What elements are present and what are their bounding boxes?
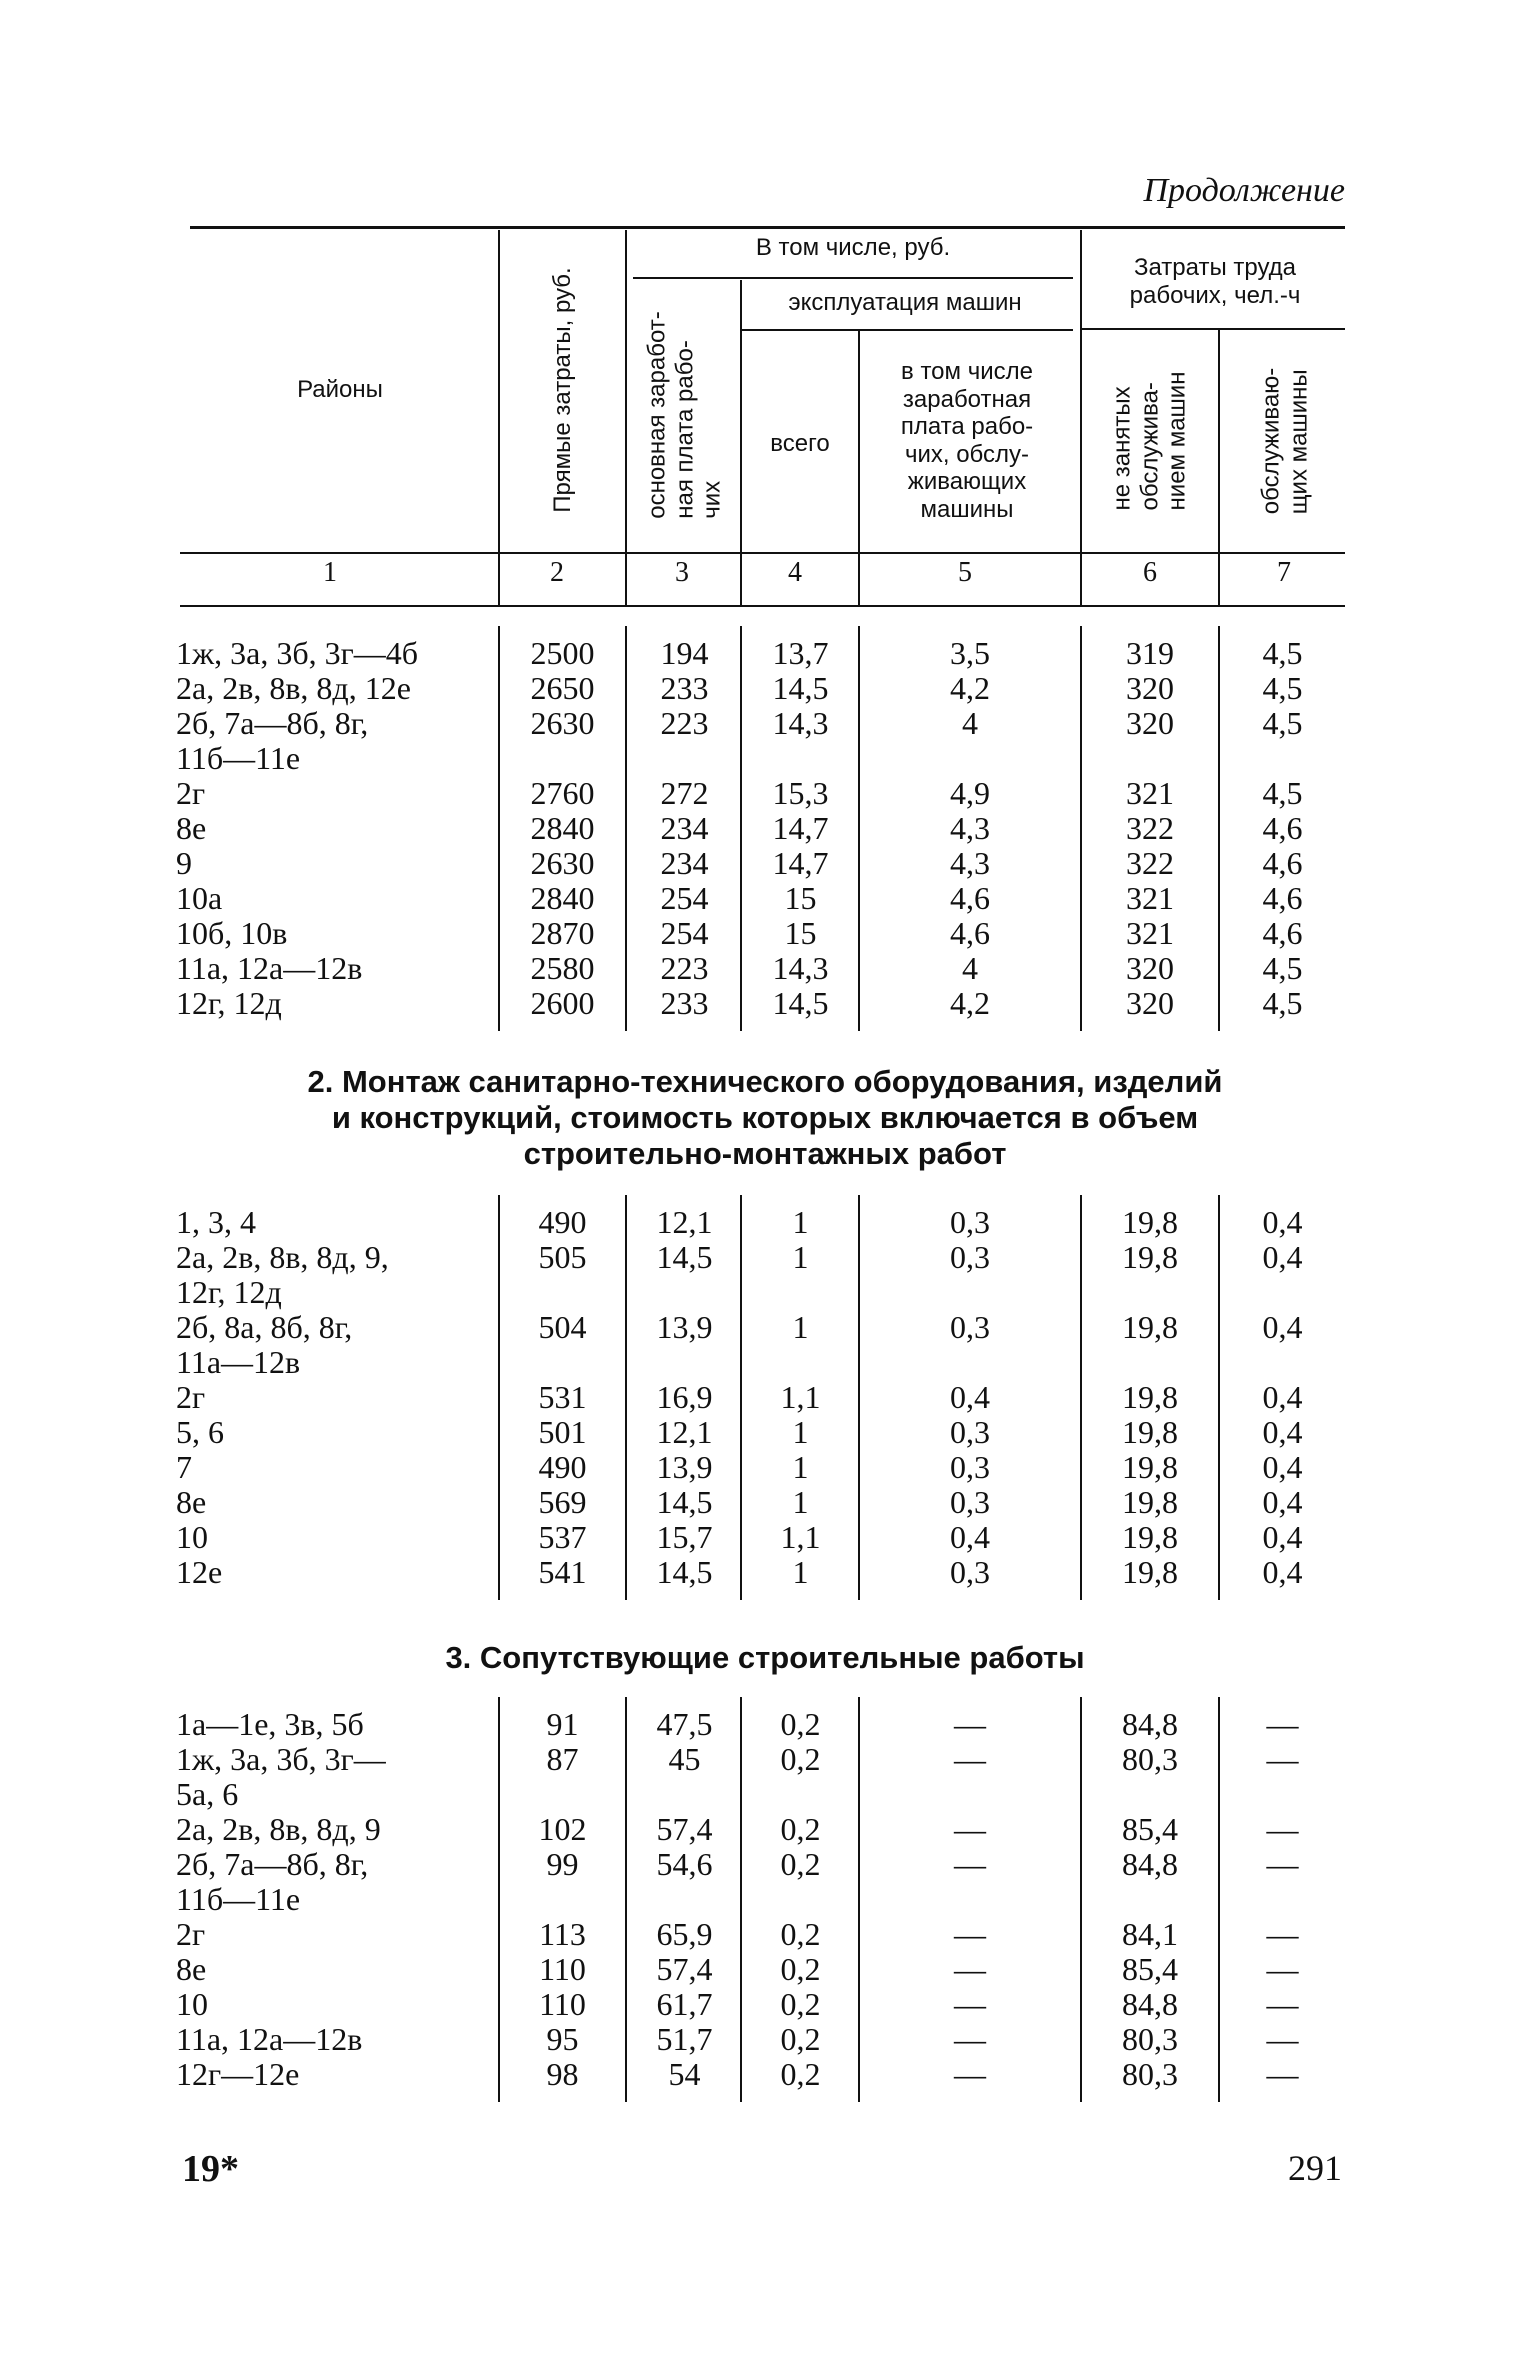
- table-cell-c7: 0,4: [1262, 1554, 1303, 1590]
- table-cell-c2: 2630: [530, 845, 595, 881]
- table-cell-c3: 13,9: [656, 1309, 713, 1345]
- header-not-machine: не занятых обслужива- нием машин: [1108, 371, 1191, 510]
- section2-column-divider: [1218, 1195, 1220, 1600]
- table-cell-c6: 19,8: [1122, 1309, 1178, 1345]
- table-cell-c4: 1: [792, 1204, 809, 1240]
- table-cell-c7: —: [1266, 1741, 1299, 1777]
- table-cell-c7: 0,4: [1262, 1379, 1303, 1415]
- section1-column-divider: [1218, 626, 1220, 1031]
- section1-column-divider: [740, 626, 742, 1031]
- table-cell-c2: 2600: [530, 985, 595, 1021]
- table-cell-c7: —: [1266, 1706, 1299, 1742]
- table-cell-c4: 15,3: [772, 775, 829, 811]
- col-number-4: 4: [788, 557, 802, 588]
- table-cell-c4: 1: [792, 1449, 809, 1485]
- row-label: 2г: [176, 775, 206, 811]
- table-cell-c7: 4,6: [1262, 845, 1303, 881]
- table-cell-c3: 47,5: [656, 1706, 713, 1742]
- table-cell-c5: 4,6: [950, 915, 990, 951]
- table-cell-c4: 14,7: [772, 810, 829, 846]
- table-cell-c3: 16,9: [656, 1379, 713, 1415]
- table-cell-c4: 1: [792, 1484, 809, 1520]
- section2-column-divider: [1080, 1195, 1082, 1600]
- table-cell-c3: 61,7: [656, 1986, 713, 2022]
- row-label: 2а, 2в, 8в, 8д, 9: [176, 1811, 381, 1847]
- col-number-5: 5: [958, 557, 972, 588]
- table-cell-c7: —: [1266, 1986, 1299, 2022]
- table-cell-c7: 0,4: [1262, 1449, 1303, 1485]
- section3-column-divider: [858, 1697, 860, 2102]
- table-cell-c5: 0,3: [950, 1484, 990, 1520]
- table-cell-c2: 110: [539, 1986, 586, 2022]
- table-cell-c4: 0,2: [780, 1846, 821, 1882]
- table-cell-c4: 0,2: [780, 2021, 821, 2057]
- table-cell-c2: 2650: [530, 670, 595, 706]
- table-cell-c2: 501: [538, 1414, 587, 1450]
- row-label: 2а, 2в, 8в, 8д, 9,: [176, 1239, 389, 1275]
- table-cell-c5: —: [954, 1706, 986, 1742]
- table-cell-c5: 4,9: [950, 775, 990, 811]
- row-label: 12г, 12д: [176, 985, 282, 1021]
- table-cell-c7: —: [1266, 1916, 1299, 1952]
- table-cell-c5: 3,5: [950, 635, 990, 671]
- table-cell-c4: 0,2: [780, 1741, 821, 1777]
- table-cell-c7: 0,4: [1262, 1519, 1303, 1555]
- table-cell-c7: —: [1266, 1811, 1299, 1847]
- table-cell-c5: —: [954, 1846, 986, 1882]
- row-label: 5а, 6: [176, 1776, 239, 1812]
- table-cell-c2: 87: [546, 1741, 579, 1777]
- table-cell-c5: —: [954, 1741, 986, 1777]
- section-3-title: 3. Сопутствующие строительные работы: [445, 1640, 1085, 1675]
- header-total: всего: [770, 430, 830, 457]
- header-bottom-rule: [180, 552, 1345, 554]
- table-cell-c7: 4,6: [1262, 915, 1303, 951]
- header-base-wage: основная заработ- ная плата рабо- чих: [643, 310, 726, 519]
- vline-2: [625, 230, 627, 605]
- table-cell-c7: —: [1266, 2056, 1299, 2092]
- col-number-3: 3: [675, 557, 689, 588]
- table-cell-c6: 319: [1126, 635, 1174, 671]
- header-direct-costs-box: [505, 232, 620, 547]
- table-cell-c3: 233: [660, 985, 709, 1021]
- header-direct-costs: Прямые затраты, руб.: [548, 266, 576, 513]
- table-cell-c3: 194: [660, 635, 709, 671]
- row-label: 1а—1е, 3в, 5б: [176, 1706, 364, 1742]
- table-cell-c7: 4,5: [1262, 670, 1303, 706]
- table-cell-c2: 102: [538, 1811, 587, 1847]
- table-cell-c3: 45: [668, 1741, 701, 1777]
- table-cell-c4: 14,5: [772, 670, 829, 706]
- table-cell-c5: 0,3: [950, 1449, 990, 1485]
- table-cell-c4: 1: [792, 1414, 809, 1450]
- table-cell-c6: 85,4: [1122, 1811, 1178, 1847]
- table-cell-c6: 84,8: [1122, 1846, 1178, 1882]
- table-cell-c6: 321: [1126, 775, 1174, 811]
- table-cell-c3: 12,1: [656, 1204, 713, 1240]
- table-cell-c4: 0,2: [780, 1916, 821, 1952]
- table-cell-c4: 15: [784, 915, 817, 951]
- table-top-rule: [190, 226, 1345, 229]
- table-cell-c2: 541: [538, 1554, 587, 1590]
- table-cell-c7: —: [1266, 1951, 1299, 1987]
- section1-column-divider: [498, 626, 500, 1031]
- table-cell-c6: 80,3: [1122, 1741, 1178, 1777]
- row-label: 8е: [176, 810, 207, 846]
- table-cell-c6: 19,8: [1122, 1449, 1178, 1485]
- signature-mark: 19*: [182, 2148, 239, 2190]
- col-number-1: 1: [323, 557, 337, 588]
- section1-column-divider: [858, 626, 860, 1031]
- table-cell-c5: —: [954, 2056, 986, 2092]
- table-cell-c2: 2760: [530, 775, 595, 811]
- section2-column-divider: [858, 1195, 860, 1600]
- section-2-title: 2. Монтаж санитарно-технического оборудования, изделий и конструкций, стоимость которых включается в объем строительно-монтажных работ: [307, 1064, 1223, 1171]
- table-cell-c3: 14,5: [656, 1484, 713, 1520]
- table-cell-c7: 4,6: [1262, 880, 1303, 916]
- table-cell-c4: 1,1: [780, 1519, 821, 1555]
- table-cell-c6: 322: [1126, 845, 1174, 881]
- table-cell-c2: 537: [538, 1519, 587, 1555]
- header-base-wage-box: [632, 282, 737, 547]
- table-cell-c4: 0,2: [780, 1986, 821, 2022]
- table-cell-c5: 4,3: [950, 810, 990, 846]
- table-cell-c4: 1: [792, 1239, 809, 1275]
- table-cell-c2: 113: [539, 1916, 586, 1952]
- table-cell-c3: 51,7: [656, 2021, 713, 2057]
- row-label: 9: [176, 845, 192, 881]
- header-machine-operation: эксплуатация машин: [788, 289, 1022, 316]
- table-cell-c3: 15,7: [656, 1519, 713, 1555]
- table-cell-c4: 14,3: [772, 950, 829, 986]
- table-cell-c6: 19,8: [1122, 1204, 1178, 1240]
- table-cell-c7: —: [1266, 1846, 1299, 1882]
- table-cell-c5: 0,4: [950, 1379, 990, 1415]
- table-cell-c5: —: [954, 1916, 986, 1952]
- row-label: 11а—12в: [176, 1344, 301, 1380]
- table-cell-c5: 4: [962, 705, 978, 741]
- row-label: 2г: [176, 1379, 206, 1415]
- table-cell-c6: 84,8: [1122, 1706, 1178, 1742]
- table-cell-c4: 15: [784, 880, 817, 916]
- table-cell-c5: —: [954, 1811, 986, 1847]
- table-cell-c5: —: [954, 1951, 986, 1987]
- vline-1: [498, 230, 500, 605]
- col-number-7: 7: [1277, 557, 1291, 588]
- table-cell-c2: 504: [538, 1309, 587, 1345]
- table-cell-c6: 321: [1126, 880, 1174, 916]
- table-cell-c6: 321: [1126, 915, 1174, 951]
- table-cell-c5: 0,3: [950, 1204, 990, 1240]
- row-label: 8е: [176, 1484, 207, 1520]
- row-label: 2б, 7а—8б, 8г,: [176, 1846, 369, 1882]
- section3-column-divider: [1218, 1697, 1220, 2102]
- row-label: 12г, 12д: [176, 1274, 282, 1310]
- page-number: 291: [1288, 2148, 1342, 2188]
- vline-3: [740, 280, 742, 605]
- continuation-label: Продолжение: [1143, 172, 1345, 209]
- section3-column-divider: [625, 1697, 627, 2102]
- table-cell-c4: 0,2: [780, 1706, 821, 1742]
- row-label: 10: [176, 1519, 208, 1555]
- row-label: 11б—11е: [176, 740, 301, 776]
- row-label: 12е: [176, 1554, 223, 1590]
- vline-4: [858, 330, 860, 605]
- table-cell-c2: 531: [538, 1379, 587, 1415]
- vline-6: [1218, 330, 1220, 605]
- row-label: 12г—12е: [176, 2056, 300, 2092]
- table-cell-c3: 254: [660, 880, 709, 916]
- table-cell-c2: 505: [538, 1239, 587, 1275]
- table-cell-c2: 98: [546, 2056, 579, 2092]
- row-label: 8е: [176, 1951, 207, 1987]
- section3-column-divider: [498, 1697, 500, 2102]
- table-cell-c3: 13,9: [656, 1449, 713, 1485]
- table-cell-c2: 110: [539, 1951, 586, 1987]
- table-cell-c5: 0,3: [950, 1414, 990, 1450]
- col-number-6: 6: [1143, 557, 1157, 588]
- vline-5: [1080, 230, 1082, 605]
- row-label: 10а: [176, 880, 223, 916]
- header-not-machine-box: [1085, 334, 1215, 547]
- table-cell-c3: 57,4: [656, 1811, 713, 1847]
- table-cell-c7: 0,4: [1262, 1239, 1303, 1275]
- table-cell-c2: 2580: [530, 950, 595, 986]
- table-cell-c3: 65,9: [656, 1916, 713, 1952]
- table-cell-c4: 1: [792, 1309, 809, 1345]
- table-cell-c3: 12,1: [656, 1414, 713, 1450]
- table-cell-c7: 4,5: [1262, 950, 1303, 986]
- table-cell-c6: 19,8: [1122, 1414, 1178, 1450]
- table-cell-c3: 54: [668, 2056, 701, 2092]
- table-cell-c4: 1: [792, 1554, 809, 1590]
- table-cell-c7: 0,4: [1262, 1204, 1303, 1240]
- row-label: 2а, 2в, 8в, 8д, 12е: [176, 670, 411, 706]
- row-label: 10б, 10в: [176, 915, 288, 951]
- table-cell-c4: 14,7: [772, 845, 829, 881]
- labor-rule: [1080, 328, 1345, 330]
- row-label: 2б, 7а—8б, 8г,: [176, 705, 369, 741]
- row-label: 11а, 12а—12в: [176, 2021, 363, 2057]
- row-label: 1ж, 3а, 3б, 3г—: [176, 1741, 386, 1777]
- table-cell-c4: 14,5: [772, 985, 829, 1021]
- table-cell-c3: 223: [660, 705, 709, 741]
- table-cell-c2: 2630: [530, 705, 595, 741]
- table-cell-c5: 0,3: [950, 1309, 990, 1345]
- section1-column-divider: [625, 626, 627, 1031]
- machine-op-rule: [740, 329, 1073, 331]
- header-labor-costs: Затраты труда рабочих, чел.-ч: [1129, 254, 1301, 309]
- table-cell-c3: 234: [660, 810, 709, 846]
- table-cell-c5: 4: [962, 950, 978, 986]
- table-cell-c6: 84,1: [1122, 1916, 1178, 1952]
- table-cell-c2: 2500: [530, 635, 595, 671]
- table-cell-c2: 490: [538, 1204, 587, 1240]
- table-cell-c2: 2870: [530, 915, 595, 951]
- section2-column-divider: [740, 1195, 742, 1600]
- table-cell-c7: 4,5: [1262, 985, 1303, 1021]
- table-cell-c2: 2840: [530, 810, 595, 846]
- table-cell-c6: 84,8: [1122, 1986, 1178, 2022]
- section2-column-divider: [498, 1195, 500, 1600]
- row-label: 11а, 12а—12в: [176, 950, 363, 986]
- table-cell-c6: 322: [1126, 810, 1174, 846]
- table-cell-c3: 57,4: [656, 1951, 713, 1987]
- table-cell-c4: 14,3: [772, 705, 829, 741]
- table-cell-c2: 2840: [530, 880, 595, 916]
- table-cell-c6: 80,3: [1122, 2056, 1178, 2092]
- table-cell-c5: 4,2: [950, 985, 990, 1021]
- table-cell-c6: 80,3: [1122, 2021, 1178, 2057]
- table-cell-c7: 4,6: [1262, 810, 1303, 846]
- table-cell-c3: 272: [660, 775, 709, 811]
- table-cell-c5: 4,3: [950, 845, 990, 881]
- table-cell-c4: 0,2: [780, 1811, 821, 1847]
- table-cell-c5: —: [954, 2021, 986, 2057]
- table-cell-c4: 1,1: [780, 1379, 821, 1415]
- section3-column-divider: [740, 1697, 742, 2102]
- table-cell-c6: 19,8: [1122, 1239, 1178, 1275]
- table-cell-c6: 320: [1126, 670, 1174, 706]
- header-machine-workers: обслуживаю- щих машины: [1257, 367, 1312, 514]
- row-label: 11б—11е: [176, 1881, 301, 1917]
- table-cell-c6: 19,8: [1122, 1379, 1178, 1415]
- table-cell-c3: 14,5: [656, 1554, 713, 1590]
- table-cell-c4: 0,2: [780, 1951, 821, 1987]
- colnum-rule: [180, 605, 1345, 607]
- table-cell-c6: 320: [1126, 950, 1174, 986]
- table-cell-c7: —: [1266, 2021, 1299, 2057]
- row-label: 10: [176, 1986, 208, 2022]
- table-cell-c7: 0,4: [1262, 1484, 1303, 1520]
- table-cell-c3: 233: [660, 670, 709, 706]
- row-label: 1ж, 3а, 3б, 3г—4б: [176, 635, 418, 671]
- table-cell-c5: —: [954, 1986, 986, 2022]
- section1-column-divider: [1080, 626, 1082, 1031]
- row-label: 2б, 8а, 8б, 8г,: [176, 1309, 353, 1345]
- table-cell-c7: 4,5: [1262, 705, 1303, 741]
- table-cell-c6: 19,8: [1122, 1484, 1178, 1520]
- header-districts: Районы: [297, 376, 383, 403]
- table-cell-c6: 320: [1126, 985, 1174, 1021]
- table-cell-c2: 99: [546, 1846, 579, 1882]
- table-cell-c7: 4,5: [1262, 775, 1303, 811]
- header-including-wage: в том числе заработная плата рабо- чих, обслу- живающих машины: [900, 358, 1034, 523]
- table-cell-c2: 95: [546, 2021, 579, 2057]
- table-cell-c7: 0,4: [1262, 1309, 1303, 1345]
- table-cell-c6: 320: [1126, 705, 1174, 741]
- row-label: 5, 6: [176, 1414, 224, 1450]
- table-cell-c2: 490: [538, 1449, 587, 1485]
- table-cell-c5: 4,2: [950, 670, 990, 706]
- row-label: 2г: [176, 1916, 206, 1952]
- table-cell-c7: 0,4: [1262, 1414, 1303, 1450]
- header-machine-workers-box: [1225, 334, 1345, 547]
- section3-column-divider: [1080, 1697, 1082, 2102]
- table-cell-c5: 0,3: [950, 1554, 990, 1590]
- table-cell-c3: 14,5: [656, 1239, 713, 1275]
- table-cell-c6: 85,4: [1122, 1951, 1178, 1987]
- table-cell-c6: 19,8: [1122, 1554, 1178, 1590]
- table-cell-c7: 4,5: [1262, 635, 1303, 671]
- table-cell-c5: 4,6: [950, 880, 990, 916]
- table-cell-c3: 254: [660, 915, 709, 951]
- row-label: 1, 3, 4: [176, 1204, 256, 1240]
- row-label: 7: [176, 1449, 192, 1485]
- table-cell-c3: 234: [660, 845, 709, 881]
- table-cell-c6: 19,8: [1122, 1519, 1178, 1555]
- table-cell-c2: 569: [538, 1484, 587, 1520]
- table-cell-c2: 91: [546, 1706, 579, 1742]
- col-number-2: 2: [550, 557, 564, 588]
- section2-column-divider: [625, 1195, 627, 1600]
- table-cell-c5: 0,3: [950, 1239, 990, 1275]
- table-cell-c3: 54,6: [656, 1846, 713, 1882]
- table-cell-c3: 223: [660, 950, 709, 986]
- table-cell-c5: 0,4: [950, 1519, 990, 1555]
- table-cell-c4: 0,2: [780, 2056, 821, 2092]
- table-cell-c4: 13,7: [772, 635, 829, 671]
- including-rule: [633, 277, 1073, 279]
- header-including: В том числе, руб.: [755, 234, 951, 261]
